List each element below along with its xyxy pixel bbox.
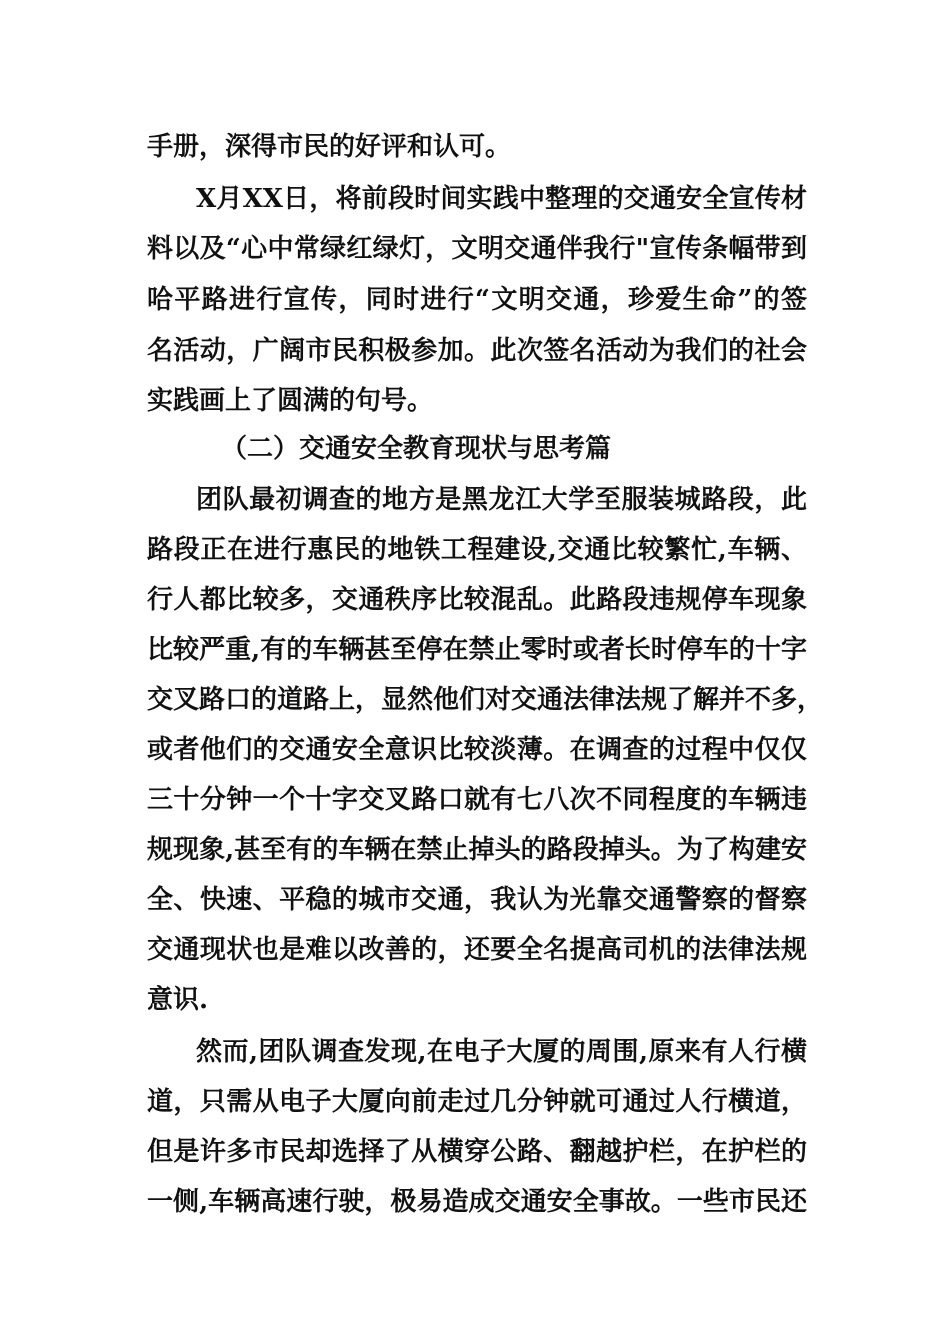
paragraph-line: 意识. bbox=[147, 985, 209, 1015]
paragraph-line: 交叉路口的道路上，显然他们对交通法律法规了解并不多， bbox=[147, 685, 824, 715]
paragraph-line: 手册，深得市民的好评和认可。 bbox=[147, 132, 512, 162]
section-heading: （二）交通安全教育现状与思考篇 bbox=[221, 434, 612, 464]
paragraph-line: 实践画上了圆满的句号。 bbox=[147, 386, 434, 416]
paragraph-line: 路段正在进行惠民的地铁工程建设,交通比较繁忙,车辆、 bbox=[147, 535, 807, 565]
paragraph-line: 三十分钟一个十字交叉路口就有七八次不同程度的车辆违 bbox=[147, 785, 807, 815]
paragraph-line: 一侧,车辆高速行驶，极易造成交通安全事故。一些市民还 bbox=[147, 1187, 807, 1217]
paragraph-line: 料以及“心中常绿红绿灯，文明交通伴我行"宣传条幅带到 bbox=[147, 234, 807, 264]
paragraph-line: X月XX日，将前段时间实践中整理的交通安全宣传材 bbox=[196, 184, 807, 214]
paragraph-line: 交通现状也是难以改善的，还要全名提高司机的法律法规 bbox=[147, 935, 807, 965]
paragraph-line: 但是许多市民却选择了从横穿公路、翻越护栏，在护栏的 bbox=[147, 1137, 807, 1167]
paragraph-line: 团队最初调查的地方是黑龙江大学至服装城路段，此 bbox=[196, 485, 807, 515]
paragraph-line: 哈平路进行宣传，同时进行“文明交通，珍爱生命”的签 bbox=[147, 285, 807, 315]
paragraph-line: 全、快速、平稳的城市交通，我认为光靠交通警察的督察 bbox=[147, 885, 807, 915]
paragraph-line: 规现象,甚至有的车辆在禁止掉头的路段掉头。为了构建安 bbox=[147, 835, 807, 865]
paragraph-line: 名活动，广阔市民积极参加。此次签名活动为我们的社会 bbox=[147, 336, 807, 366]
paragraph-line: 然而,团队调查发现,在电子大厦的周围,原来有人行横 bbox=[196, 1037, 807, 1067]
paragraph-line: 或者他们的交通安全意识比较淡薄。在调查的过程中仅仅 bbox=[147, 735, 807, 765]
paragraph-line: 比较严重,有的车辆甚至停在禁止零时或者长时停车的十字 bbox=[147, 635, 807, 665]
paragraph-line: 道，只需从电子大厦向前走过几分钟就可通过人行横道， bbox=[147, 1087, 807, 1117]
paragraph-line: 行人都比较多，交通秩序比较混乱。此路段违规停车现象 bbox=[147, 585, 807, 615]
